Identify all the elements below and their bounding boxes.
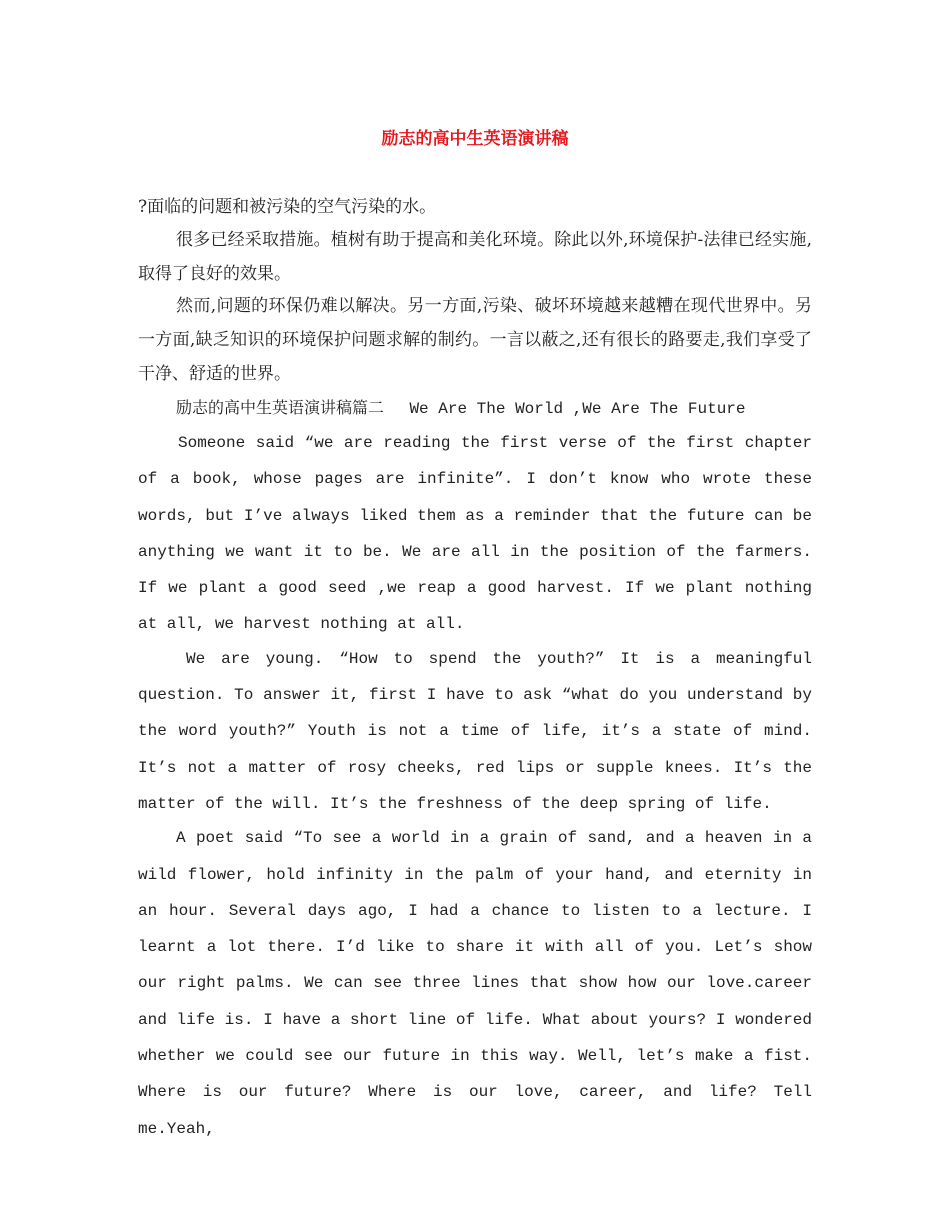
paragraph-cn-2: 很多已经采取措施。植树有助于提高和美化环境。除此以外,环境保护-法律已经实施,取得了良好的效果。: [138, 230, 812, 284]
section-heading-cn: 励志的高中生英语演讲稿篇二: [176, 398, 385, 417]
paragraph-cn-3: 然而,问题的环保仍难以解决。另一方面,污染、破坏环境越来越糟在现代世界中。另一方面,缺乏知识的环境保护问题求解的制约。一言以蔽之,还有很长的路要走,我们享受了干净、舒适的世界。: [138, 296, 812, 384]
document-title: 励志的高中生英语演讲稿: [381, 129, 569, 149]
document-body: [138, 190, 812, 1147]
section-heading-en: We Are The World ,We Are The Future: [409, 400, 746, 418]
section-heading: [138, 391, 812, 426]
paragraph-en-3: A poet said “To see a world in a grain of sand, and a heaven in a wild flower, hold infinity in the palm of your hand, and eternity in an hour. Several days ago, I had a chance to listen to a lecture. I learnt a lot there. I’d like to share it with all of you. Let’s show our right palms. We can see three lines that show how our love.career and life is. I have a short line of life. What about yours? I wondered whether we could see our future in this way. Well, let’s make a fist. Where is our future? Where is our love, career, and life? Tell me.Yeah,: [138, 829, 812, 1138]
paragraph-en-1: Someone said “we are reading the first verse of the first chapter of a book, whose pages are infinite”. I don’t know who wrote these words, but I’ve always liked them as a reminder that the future can be anything we want it to be. We are all in the position of the farmers. If we plant a good seed ,we reap a good harvest. If we plant nothing at all, we harvest nothing at all.: [138, 434, 812, 634]
paragraph-en-2: We are young. “How to spend the youth?” It is a meaningful question. To answer it, first I have to ask “what do you understand by the word youth?” Youth is not a time of life, it’s a state of mind. It’s not a matter of rosy cheeks, red lips or supple knees. It’s the matter of the will. It’s the freshness of the deep spring of life.: [138, 649, 812, 813]
paragraph-cn-1: ?面临的问题和被污染的空气污染的水。: [138, 197, 437, 217]
